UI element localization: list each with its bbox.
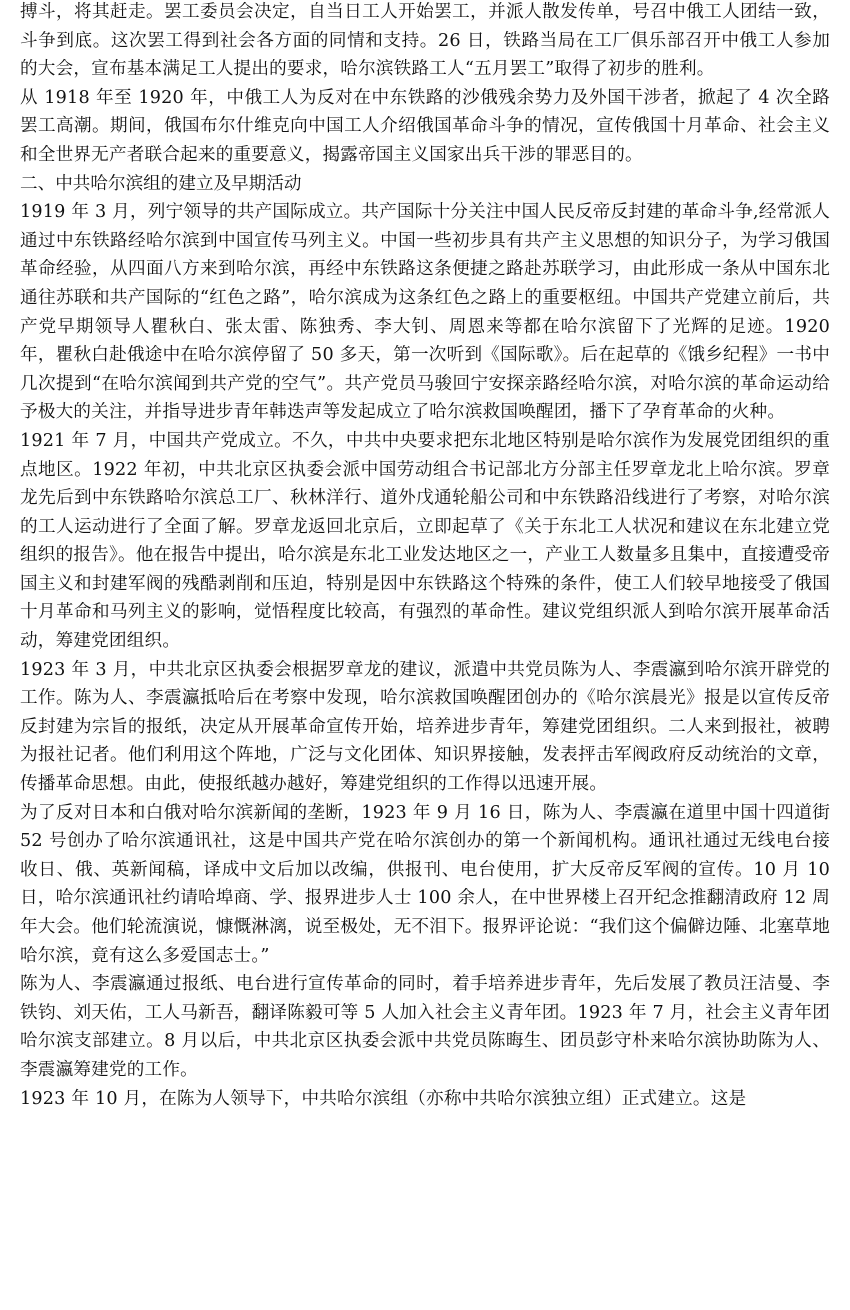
paragraph-1919-comintern: 1919 年 3 月，列宁领导的共产国际成立。共产国际十分关注中国人民反帝反封建的革命斗争,经常派人通过中东铁路经哈尔滨到中国宣传马列主义。中国一些初步具有共产主义思想的知识分子，为学习俄国革命经验，从四面八方来到哈尔滨，再经中东铁路这条便捷之路赴苏联学习，由此形成一条从中国东北通往苏联和共产国际的“红色之路”，哈尔滨成为这条红色之路上的重要枢纽。中国共产党建立前后，共产党早期领导人瞿秋白、张太雷、陈独秀、李大钊、周恩来等都在哈尔滨留下了光辉的足迹。1920 年，瞿秋白赴俄途中在哈尔滨停留了 50 多天，第一次听到《国际歌》。后在起草的《饿乡纪程》一书中几次提到“在哈尔滨闻到共产党的空气”。共产党员马骏回宁安探亲路经哈尔滨，对哈尔滨的革命运动给予极大的关注，并指导进步青年韩迭声等发起成立了哈尔滨救国唤醒团，播下了孕育革命的火种。 [20, 202, 830, 423]
section-heading: 二、中共哈尔滨组的建立及早期活动 [20, 173, 302, 194]
paragraph-1923-october: 1923 年 10 月，在陈为人领导下，中共哈尔滨组（亦称中共哈尔滨独立组）正式建立。这是 [20, 1088, 747, 1109]
paragraph-strike-continuation: 搏斗，将其赶走。罢工委员会决定，自当日工人开始罢工，并派人散发传单，号召中俄工人团结一致，斗争到底。这次罢工得到社会各方面的同情和支持。26 日，铁路当局在工厂俱乐部召开中俄工人参加的大会，宣布基本满足工人提出的要求，哈尔滨铁路工人“五月罢工”取得了初步的胜利。 [20, 2, 830, 80]
paragraph-1923-march: 1923 年 3 月，中共北京区执委会根据罗章龙的建议，派遣中共党员陈为人、李震瀛到哈尔滨开辟党的工作。陈为人、李震瀛抵哈后在考察中发现，哈尔滨救国唤醒团创办的《哈尔滨晨光》报是以宣传反帝反封建为宗旨的报纸，决定从开展革命宣传开始，培养进步青年，筹建党团组织。二人来到报社，被聘为报社记者。他们利用这个阵地，广泛与文化团体、知识界接触，发表抨击军阀政府反动统治的文章，传播革命思想。由此，使报纸越办越好，筹建党组织的工作得以迅速开展。 [20, 659, 830, 795]
paragraph-1921-party-founding: 1921 年 7 月，中国共产党成立。不久，中共中央要求把东北地区特别是哈尔滨作为发展党团组织的重点地区。1922 年初，中共北京区执委会派中国劳动组合书记部北方分部主任罗章龙北上哈尔滨。罗章龙先后到中东铁路哈尔滨总工厂、秋林洋行、道外戊通轮船公司和中东铁路沿线进行了考察，对哈尔滨的工人运动进行了全面了解。罗章龙返回北京后，立即起草了《关于东北工人状况和建议在东北建立党组织的报告》。他在报告中提出，哈尔滨是东北工业发达地区之一，产业工人数量多且集中，直接遭受帝国主义和封建军阀的残酷剥削和压迫，特别是因中东铁路这个特殊的条件，使工人们较早地接受了俄国十月革命和马列主义的影响，觉悟程度比较高，有强烈的革命性。建议党组织派人到哈尔滨开展革命活动，筹建党团组织。 [20, 430, 830, 652]
paragraph-1918-1920-strikes: 从 1918 年至 1920 年，中俄工人为反对在中东铁路的沙俄残余势力及外国干涉者，掀起了 4 次全路罢工高潮。期间，俄国布尔什维克向中国工人介绍俄国革命斗争的情况，宣传俄国十月革命、社会主义和全世界无产者联合起来的重要意义，揭露帝国主义国家出兵干涉的罪恶目的。 [20, 87, 830, 165]
paragraph-youth-league: 陈为人、李震瀛通过报纸、电台进行宣传革命的同时，着手培养进步青年，先后发展了教员汪洁曼、李铁钧、刘天佑，工人马新吾，翻译陈毅可等 5 人加入社会主义青年团。1923 年 7 月，社会主义青年团哈尔滨支部建立。8 月以后，中共北京区执委会派中共党员陈晦生、团员彭守朴来哈尔滨协助陈为人、李震瀛筹建党的工作。 [20, 974, 830, 1080]
paragraph-news-agency: 为了反对日本和白俄对哈尔滨新闻的垄断，1923 年 9 月 16 日，陈为人、李震瀛在道里中国十四道街 52 号创办了哈尔滨通讯社，这是中国共产党在哈尔滨创办的第一个新闻机构。通讯社通过无线电台接收日、俄、英新闻稿，译成中文后加以改编，供报刊、电台使用，扩大反帝反军阀的宣传。10 月 10 日，哈尔滨通讯社约请哈埠商、学、报界进步人士 100 余人，在中世界楼上召开纪念推翻清政府 12 周年大会。他们轮流演说，慷慨淋漓，说至极处，无不泪下。报界评论说：“我们这个偏僻边陲、北塞草地哈尔滨，竟有这么多爱国志士。” [20, 802, 830, 966]
